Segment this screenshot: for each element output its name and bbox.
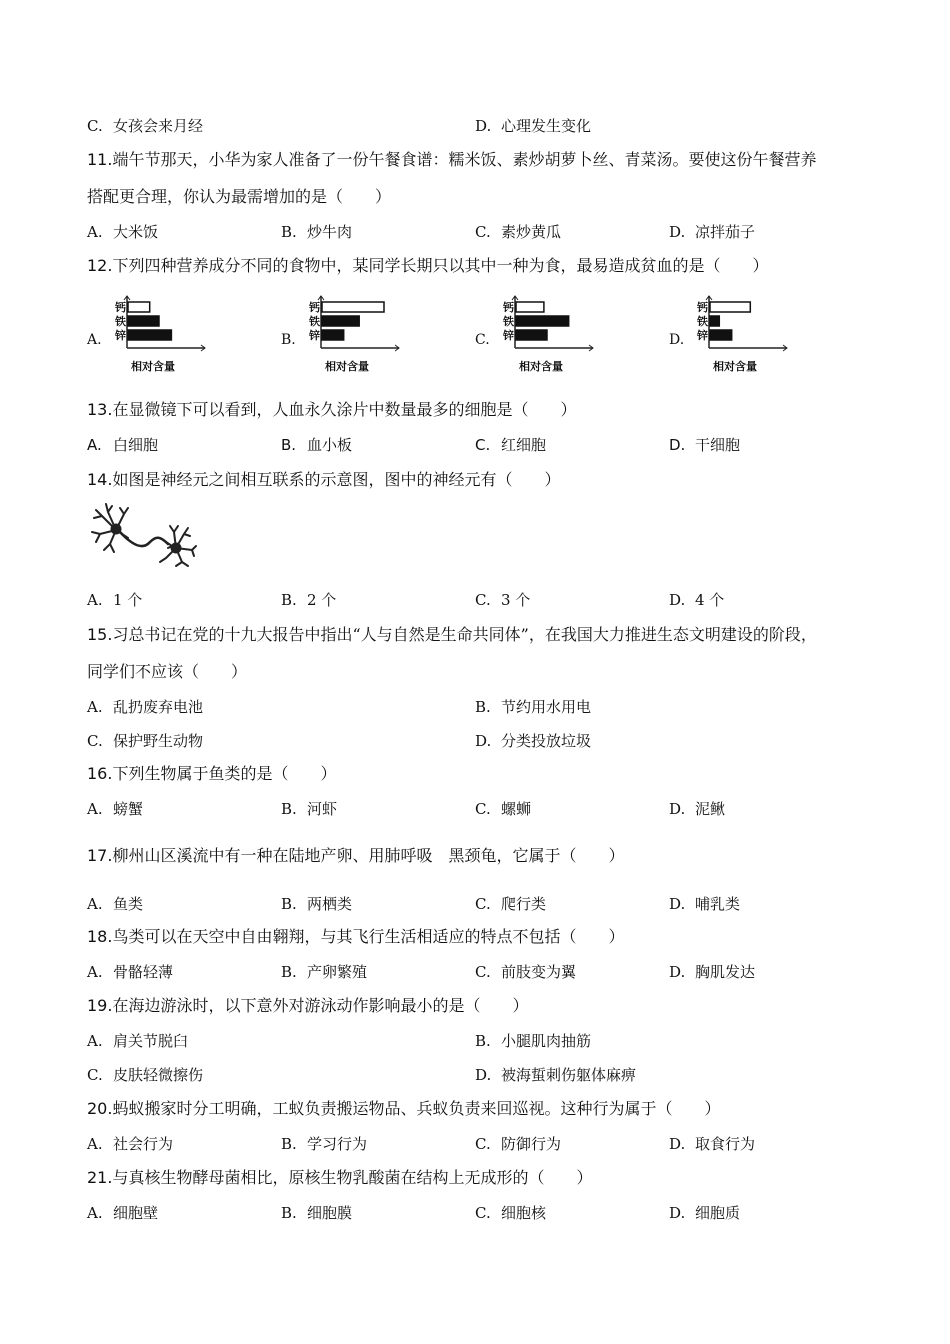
bar-chart-svg — [281, 290, 466, 382]
category-label: 钙 — [309, 301, 320, 314]
q12-stem: 12.下列四种营养成分不同的食物中，某同学长期只以其中一种为食，最易造成贫血的是（ ） — [87, 256, 769, 275]
synapse-terminal — [166, 542, 172, 548]
q12-chart-a — [87, 290, 272, 382]
neuron-diagram — [88, 498, 198, 572]
category-label: 锌 — [115, 329, 126, 342]
q12-chart-b — [281, 290, 466, 382]
x-axis-label: 相对含量 — [325, 360, 369, 373]
bar-iron — [322, 316, 359, 326]
neuron-right-body — [171, 543, 181, 553]
bar-calcium — [710, 302, 750, 312]
q15-stem-cont: 同学们不应该（ ） — [87, 662, 248, 681]
axon — [120, 532, 168, 546]
q21-option-c: C. 细胞核 — [475, 1204, 547, 1222]
q16-option-c: C. 螺蛳 — [475, 800, 532, 818]
bar-iron — [128, 316, 159, 326]
q20-option-b: B. 学习行为 — [281, 1135, 368, 1153]
q18-option-d: D. 胸肌发达 — [669, 963, 756, 981]
q11-option-b: B. 炒牛肉 — [281, 223, 353, 241]
q11-option-a: A. 大米饭 — [87, 223, 159, 241]
q15-option-a: A. 乱扔废弃电池 — [87, 698, 204, 716]
q19-option-c: C. 皮肤轻微擦伤 — [87, 1066, 204, 1084]
q13-option-b: B. 血小板 — [281, 436, 353, 454]
q21-stem: 21.与真核生物酵母菌相比，原核生物乳酸菌在结构上无成形的（ ） — [87, 1168, 593, 1187]
bar-chart-svg — [669, 290, 854, 382]
category-label: 铁 — [309, 315, 320, 328]
q11-stem: 11.端午节那天，小华为家人准备了一份午餐食谱：糯米饭、素炒胡萝卜丝、青菜汤。要使这份午餐营养 — [87, 150, 817, 169]
q16-option-d: D. 泥鳅 — [669, 800, 726, 818]
q18-option-c: C. 前肢变为翼 — [475, 963, 577, 981]
q15-stem: 15.习总书记在党的十九大报告中指出“人与自然是生命共同体”，在我国大力推进生态文明建设的阶段， — [87, 625, 817, 644]
q19-option-d: D. 被海蜇刺伤躯体麻痹 — [475, 1066, 637, 1084]
chart-option-label: D. — [669, 332, 685, 348]
x-axis-label: 相对含量 — [519, 360, 563, 373]
q19-option-b: B. 小腿肌肉抽筋 — [475, 1032, 592, 1050]
q19-stem: 19.在海边游泳时，以下意外对游泳动作影响最小的是（ ） — [87, 996, 529, 1015]
q17-option-d: D. 哺乳类 — [669, 895, 741, 913]
q16-stem: 16.下列生物属于鱼类的是（ ） — [87, 764, 337, 783]
q20-option-a: A. 社会行为 — [87, 1135, 174, 1153]
q15-option-b: B. 节约用水用电 — [475, 698, 592, 716]
q19-option-a: A. 肩关节脱臼 — [87, 1032, 189, 1050]
category-label: 铁 — [115, 315, 126, 328]
q21-option-a: A. 细胞壁 — [87, 1204, 159, 1222]
bar-iron — [516, 316, 569, 326]
q13-option-c: C. 红细胞 — [475, 436, 547, 454]
q17-stem: 17.柳州山区溪流中有一种在陆地产卵、用肺呼吸 黑颈龟，它属于（ ） — [87, 846, 625, 865]
bar-zinc — [516, 330, 547, 340]
q15-option-d: D. 分类投放垃圾 — [475, 732, 592, 750]
category-label: 锌 — [503, 329, 514, 342]
q15-option-c: C. 保护野生动物 — [87, 732, 204, 750]
bar-zinc — [128, 330, 171, 340]
chart-option-label: A. — [87, 332, 102, 348]
q12-chart-c — [475, 290, 660, 382]
q13-option-a: A. 白细胞 — [87, 436, 159, 454]
q14-option-a: A. 1 个 — [87, 591, 143, 609]
q11-stem-cont: 搭配更合理，你认为最需增加的是（ ） — [87, 187, 392, 206]
bar-zinc — [710, 330, 732, 340]
q13-option-d: D. 干细胞 — [669, 436, 741, 454]
category-label: 钙 — [697, 301, 708, 314]
q20-stem: 20.蚂蚁搬家时分工明确，工蚁负责搬运物品、兵蚁负责来回巡视。这种行为属于（ ） — [87, 1099, 721, 1118]
bar-chart-svg — [87, 290, 272, 382]
q14-option-c: C. 3 个 — [475, 591, 531, 609]
category-label: 钙 — [115, 301, 126, 314]
q21-option-b: B. 细胞膜 — [281, 1204, 353, 1222]
category-label: 铁 — [697, 315, 708, 328]
neuron-left-dendrites — [92, 504, 128, 552]
q17-option-b: B. 两栖类 — [281, 895, 353, 913]
q10-option-c: C. 女孩会来月经 — [87, 117, 204, 135]
q10-option-d: D. 心理发生变化 — [475, 117, 592, 135]
chart-option-label: B. — [281, 332, 296, 348]
q16-option-a: A. 螃蟹 — [87, 800, 144, 818]
q14-option-d: D. 4 个 — [669, 591, 725, 609]
category-label: 锌 — [697, 329, 708, 342]
x-axis-label: 相对含量 — [713, 360, 757, 373]
q17-option-a: A. 鱼类 — [87, 895, 144, 913]
q16-option-b: B. 河虾 — [281, 800, 338, 818]
x-axis-label: 相对含量 — [131, 360, 175, 373]
q11-option-c: C. 素炒黄瓜 — [475, 223, 562, 241]
q13-stem: 13.在显微镜下可以看到，人血永久涂片中数量最多的细胞是（ ） — [87, 400, 577, 419]
q21-option-d: D. 细胞质 — [669, 1204, 741, 1222]
chart-option-label: C. — [475, 332, 490, 348]
bar-chart-svg — [475, 290, 660, 382]
bar-calcium — [516, 302, 544, 312]
q14-option-b: B. 2 个 — [281, 591, 337, 609]
category-label: 钙 — [503, 301, 514, 314]
q11-option-d: D. 凉拌茄子 — [669, 223, 756, 241]
q12-chart-d — [669, 290, 854, 382]
q17-option-c: C. 爬行类 — [475, 895, 547, 913]
q18-stem: 18.鸟类可以在天空中自由翱翔，与其飞行生活相适应的特点不包括（ ） — [87, 927, 625, 946]
bar-iron — [710, 316, 719, 326]
category-label: 铁 — [503, 315, 514, 328]
bar-calcium — [322, 302, 384, 312]
category-label: 锌 — [309, 329, 320, 342]
bar-zinc — [322, 330, 344, 340]
q14-stem: 14.如图是神经元之间相互联系的示意图，图中的神经元有（ ） — [87, 470, 561, 489]
q20-option-c: C. 防御行为 — [475, 1135, 562, 1153]
q18-option-b: B. 产卵繁殖 — [281, 963, 368, 981]
bar-calcium — [128, 302, 150, 312]
q18-option-a: A. 骨骼轻薄 — [87, 963, 174, 981]
q20-option-d: D. 取食行为 — [669, 1135, 756, 1153]
